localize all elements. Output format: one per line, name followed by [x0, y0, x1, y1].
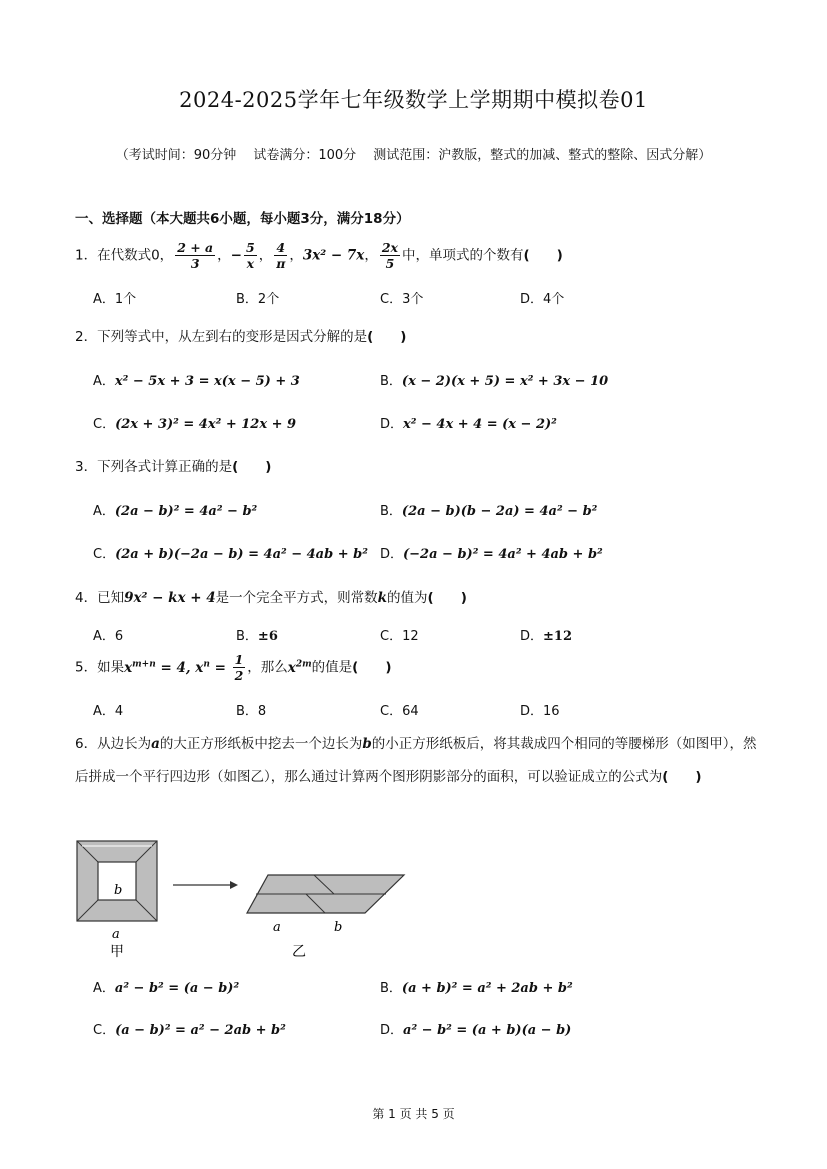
answer-blank: ( )	[232, 459, 272, 475]
q5-expression-2: $x^{2m}$	[287, 659, 312, 676]
question-4	[75, 586, 467, 606]
q5-option-a: A．4	[93, 704, 124, 719]
q6-option-a: A．a² − b² = (a − b)²	[93, 981, 240, 996]
q4-stem-mid: 是一个完全平方式，则常数	[215, 590, 378, 606]
question-3	[75, 455, 271, 475]
q1-expression: 3x² − 7x	[302, 247, 365, 264]
q6-option-d: D．a² − b² = (a + b)(a − b)	[380, 1023, 572, 1038]
q1-option-d: D．4个	[520, 292, 565, 307]
q3-option-c: C．(2a + b)(−2a − b) = 4a² − 4ab + b²	[93, 547, 368, 562]
q2-stem: 2．下列等式中，从左到右的变形是因式分解的是	[75, 329, 368, 345]
answer-blank: ( )	[352, 659, 392, 676]
answer-blank: ( )	[367, 329, 407, 345]
q5-option-d: D．16	[520, 704, 560, 719]
fig-yi-b-label: b	[334, 920, 343, 935]
q4-k: k	[377, 590, 388, 606]
q4-option-c: C．12	[380, 629, 419, 644]
q1-option-c: C．3个	[380, 292, 424, 307]
q1-option-a: A．1个	[93, 292, 137, 307]
fig-yi-a-label: a	[273, 920, 281, 935]
exam-info: （考试时间：90分钟 试卷满分：100分 测试范围：沪教版，整式的加减、整式的整除、因式分解）	[115, 148, 712, 163]
q1-fraction-4: $\frac{2x}{5}$	[381, 240, 399, 271]
q5-expression: $x^{m+n} = 4$, $x^n$ =	[124, 659, 231, 676]
question-2	[75, 325, 406, 345]
q2-option-d: D．x² − 4x + 4 = (x − 2)²	[380, 417, 557, 432]
q5-stem-mid: ，那么	[247, 659, 288, 676]
q1-option-b: B．2个	[236, 292, 280, 307]
page-footer: 第 1 页 共 5 页	[372, 1107, 455, 1121]
q1-stem-start: 1．在代数式0，	[75, 247, 174, 264]
q2-option-a: A．x² − 5x + 3 = x(x − 5) + 3	[93, 374, 300, 389]
fig-yi-name: 乙	[292, 944, 306, 960]
arrow-head-icon	[230, 881, 238, 889]
question-5	[75, 652, 392, 683]
q1-stem-end: 中，单项式的个数有	[402, 247, 524, 264]
answer-blank: ( )	[662, 769, 702, 785]
q5-option-c: C．64	[380, 704, 419, 719]
page-title: 2024-2025学年七年级数学上学期期中模拟卷01	[179, 88, 648, 112]
question-1: 1．在代数式0， $\frac{2 + a}{3}$ ，− $\frac{5}{x}$ ， $\frac{4}{\pi}$ ，3x² − 7x， $\frac{2x}{5}$ 中，单项式的个数有( )	[75, 240, 563, 271]
q5-stem-end: 的值是	[311, 659, 353, 676]
q3-option-d: D．(−2a − b)² = 4a² + 4ab + b²	[380, 547, 603, 562]
q1-fraction-1: $\frac{2 + a}{3}$	[177, 240, 214, 271]
section-heading-choice: 一、选择题（本大题共6小题，每小题3分，满分18分）	[75, 211, 410, 227]
q1-fraction-3: $\frac{4}{\pi}$	[276, 240, 286, 271]
figure-jia-square	[77, 841, 157, 921]
q2-option-c: C．(2x + 3)² = 4x² + 12x + 9	[93, 417, 297, 432]
q4-stem-end: 的值为	[387, 590, 428, 606]
answer-blank: ( )	[427, 590, 467, 606]
q4-stem-start: 4．已知	[75, 590, 125, 606]
q4-option-b: B．±6	[236, 629, 278, 644]
q3-option-b: B．(2a − b)(b − 2a) = 4a² − b²	[380, 504, 598, 519]
figure-trapezoids	[70, 835, 420, 965]
q6-option-c: C．(a − b)² = a² − 2ab + b²	[93, 1023, 286, 1038]
q3-stem: 3．下列各式计算正确的是	[75, 459, 233, 475]
q4-expression: 9x² − kx + 4	[124, 590, 216, 606]
q3-option-a: A．(2a − b)² = 4a² − b²	[93, 504, 258, 519]
fig-jia-b-label: b	[114, 883, 123, 898]
answer-blank: ( )	[523, 247, 563, 264]
q1-fraction-2: $\frac{5}{x}$	[245, 240, 255, 271]
q5-option-b: B．8	[236, 704, 267, 719]
fig-jia-name: 甲	[110, 944, 124, 960]
q4-option-d: D．±12	[520, 629, 572, 644]
q5-stem-start: 5．如果	[75, 659, 125, 676]
q2-option-b: B．(x − 2)(x + 5) = x² + 3x − 10	[380, 374, 609, 389]
fig-jia-a-label: a	[112, 927, 120, 942]
figure-yi-parallelogram	[247, 875, 404, 913]
q5-fraction: $\frac{1}{2}$	[234, 652, 244, 683]
q6-option-b: B．(a + b)² = a² + 2ab + b²	[380, 981, 573, 996]
q4-option-a: A．6	[93, 629, 124, 644]
question-6: 6．从边长为a的大正方形纸板中挖去一个边长为b的小正方形纸板后，将其裁成四个相同的等腰梯形（如图甲），然后拼成一个平行四边形（如图乙），那么通过计算两个图形阴影部分的面积，可以验证成立的公式为( )	[75, 736, 757, 785]
